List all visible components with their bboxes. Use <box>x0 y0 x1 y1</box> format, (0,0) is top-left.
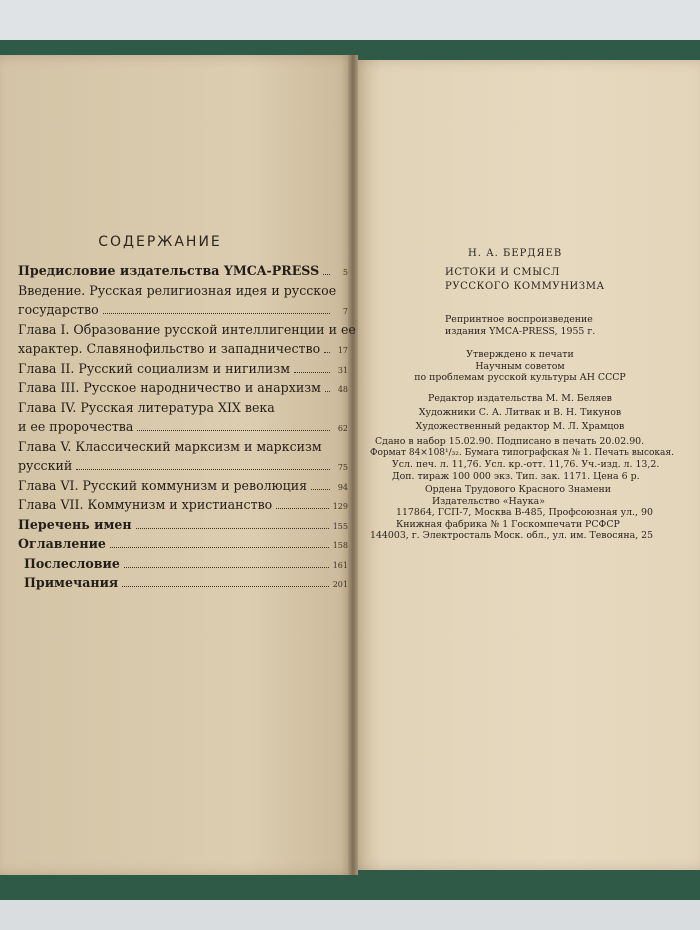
toc-entry-label: Перечень имен <box>18 516 132 532</box>
toc-leader-dots <box>122 576 328 587</box>
toc-leader-dots <box>76 459 330 470</box>
tech-line: Формат 84×108¹/₃₂. Бумага типографская № 1. Печать высокая. <box>370 447 674 458</box>
art-editor-line: Художественный редактор М. Л. Храмцов <box>415 421 625 432</box>
toc-entry <box>18 341 348 361</box>
toc-leader-dots <box>137 420 330 431</box>
toc-leader-dots <box>325 381 330 392</box>
toc-entry-label: Предисловие издательства YMCA-PRESS <box>18 263 320 278</box>
book-title <box>445 266 685 294</box>
tech-line: Сдано в набор 15.02.90. Подписано в печать 20.02.90. <box>375 436 645 447</box>
toc-entry-page: 155 <box>332 521 348 531</box>
toc-entry <box>18 302 348 322</box>
approval-line: Научным советом <box>475 360 565 372</box>
toc-leader-dots <box>124 557 329 568</box>
reprint-line: Репринтное воспроизведение <box>445 314 593 325</box>
toc-leader-dots <box>103 303 330 314</box>
toc-leader-dots <box>324 342 330 353</box>
toc-entry-label: Глава V. Классический марксизм и марксизм <box>18 438 322 454</box>
editor-line: Редактор издательства М. М. Беляев <box>428 393 612 404</box>
tech-line: Усл. печ. л. 11,76. Усл. кр.-отт. 11,76. Уч.-изд. л. 13,2. <box>392 459 660 470</box>
toc-entry-label: Оглавление <box>18 536 106 551</box>
toc-leader-dots <box>136 518 329 529</box>
toc-entry-page: 161 <box>332 560 348 570</box>
publisher-line: Ордена Трудового Красного Знамени <box>425 484 612 495</box>
book-title-line: ИСТОКИ И СМЫСЛ <box>445 267 560 278</box>
toc-title: СОДЕРЖАНИЕ <box>98 234 222 250</box>
book-spine <box>348 55 358 875</box>
toc-entry-label: Глава VI. Русский коммунизм и революция <box>18 477 308 493</box>
toc-entry <box>18 556 348 576</box>
toc-entry <box>18 439 348 459</box>
toc-entry-label: характер. Славянофильство и западничество <box>18 341 321 356</box>
toc-leader-dots <box>294 362 330 373</box>
toc-entry <box>18 478 348 498</box>
toc-entry-page: 94 <box>337 482 348 492</box>
toc-entry-page: 75 <box>337 463 348 472</box>
toc-entry-label: Глава I. Образование русской интеллигенции и ее <box>18 321 356 337</box>
toc-entry <box>18 263 348 283</box>
toc-entry-page: 62 <box>337 424 348 433</box>
book-title-line: РУССКОГО КОММУНИЗМА <box>445 281 605 292</box>
tech-line: Доп. тираж 100 000 экз. Тип. зак. 1171. Цена 6 р. <box>392 470 640 482</box>
toc-entry-page: 201 <box>332 580 348 589</box>
approval-line: Утверждено к печати <box>466 349 574 360</box>
toc-entry <box>18 575 348 595</box>
toc-entry-page: 158 <box>332 541 348 550</box>
approval-note <box>390 349 650 384</box>
toc-entry <box>18 517 348 537</box>
artists-line: Художники С. А. Литвак и В. Н. Тикунов <box>418 407 622 418</box>
toc-entry <box>18 458 348 478</box>
toc-entry-page: 7 <box>342 307 348 316</box>
toc-entry-page: 17 <box>337 346 348 355</box>
reprint-note <box>445 314 700 337</box>
table-of-contents <box>18 263 356 595</box>
publisher-line: Книжная фабрика № 1 Госкомпечати РСФСР <box>396 518 620 530</box>
toc-entry-label: государство <box>18 302 99 317</box>
credits <box>390 392 650 434</box>
toc-entry-page: 48 <box>337 385 348 394</box>
toc-leader-dots <box>311 479 330 490</box>
toc-entry-label: Глава VII. Коммунизм и христианство <box>18 497 273 512</box>
toc-leader-dots <box>276 498 328 509</box>
toc-entry <box>18 283 348 303</box>
toc-entry <box>18 419 348 439</box>
publisher-info <box>370 484 695 542</box>
author-name: Н. А. БЕРДЯЕВ <box>468 248 563 259</box>
toc-entry-label: и ее пророчества <box>18 419 134 434</box>
approval-line: по проблемам русской культуры АН СССР <box>414 372 626 383</box>
publisher-line: 144003, г. Электросталь Моск. обл., ул. им. Тевосяна, 25 <box>370 530 654 541</box>
toc-leader-dots <box>110 537 329 548</box>
publisher-line: 117864, ГСП-7, Москва В-485, Профсоюзная ул., 90 <box>396 507 653 518</box>
toc-entry-label: Введение. Русская религиозная идея и русское <box>18 282 337 298</box>
toc-entry <box>18 321 356 342</box>
toc-entry-page: 31 <box>337 365 348 375</box>
toc-entry <box>18 400 348 420</box>
toc-entry <box>18 536 348 556</box>
technical-data <box>370 436 695 482</box>
toc-entry-label: Глава IV. Русская литература XIX века <box>18 399 275 415</box>
toc-entry-page: 129 <box>332 502 348 511</box>
toc-entry <box>18 361 348 381</box>
toc-entry-label: русский <box>18 458 73 473</box>
reprint-line: издания YMCA-PRESS, 1955 г. <box>445 325 596 337</box>
publisher-line: Издательство «Наука» <box>432 495 545 507</box>
toc-entry-label: Глава II. Русский социализм и нигилизм <box>18 360 290 376</box>
toc-entry <box>18 380 348 400</box>
toc-entry-label: Послесловие <box>24 555 120 571</box>
toc-entry-label: Глава III. Русское народничество и анархизм <box>18 380 321 395</box>
toc-entry <box>18 497 348 517</box>
toc-leader-dots <box>323 264 330 275</box>
toc-entry-label: Примечания <box>24 575 119 590</box>
toc-entry-page: 5 <box>342 268 348 277</box>
